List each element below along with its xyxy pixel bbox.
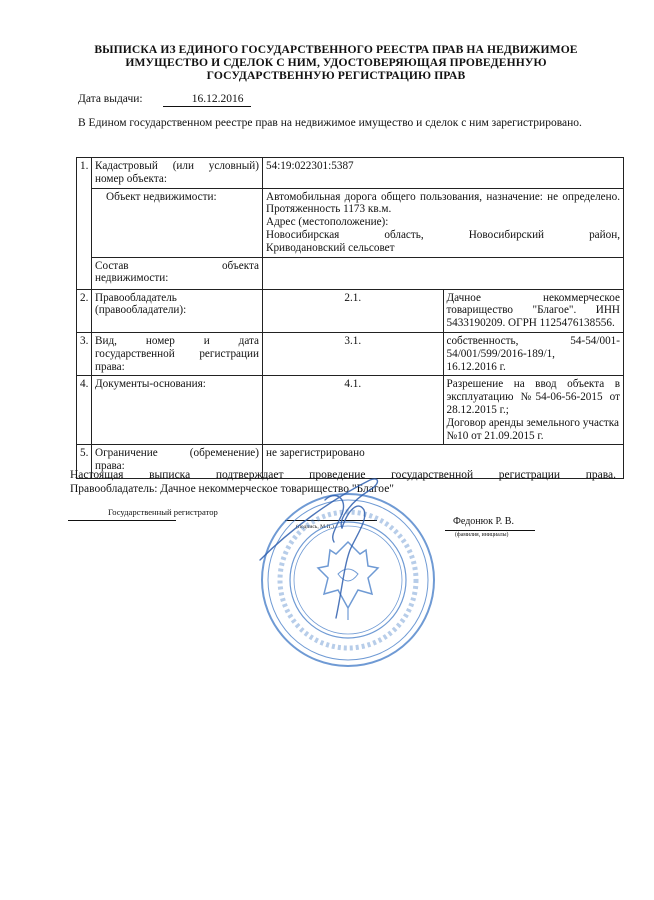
address-label: Адрес (местоположение): xyxy=(266,216,389,229)
table-row xyxy=(77,332,624,375)
name-hint: (фамилия, инициалы) xyxy=(455,532,509,538)
object-label: Объект недвижимости: xyxy=(92,188,263,257)
confirmation-line: Настоящая выписка подтверждает проведение государственной регистрации права. xyxy=(70,469,616,481)
row-number: 4. xyxy=(77,376,92,445)
table-row xyxy=(77,376,624,445)
row-number: 5. xyxy=(77,445,92,479)
object-value xyxy=(263,188,624,257)
composition-label-line: недвижимости: xyxy=(95,272,169,285)
right-value-line: 16.12.2016 г. xyxy=(446,360,506,373)
cadastral-label: Кадастровый (или условный) номер объекта: xyxy=(92,158,263,189)
right-label xyxy=(92,332,263,375)
issue-date-value: 16.12.2016 xyxy=(163,93,251,107)
sub-number: 2.1. xyxy=(263,289,444,332)
docs-label: Документы-основания: xyxy=(92,376,263,445)
restriction-label-line: права: xyxy=(95,460,125,473)
row-number: 3. xyxy=(77,332,92,375)
right-label-line: права: xyxy=(95,360,125,373)
composition-label xyxy=(92,257,263,289)
issue-date-row xyxy=(78,93,251,107)
restriction-value: не зарегистрировано xyxy=(263,445,624,479)
object-description: Автомобильная дорога общего пользования, назначение: не определено. Протяженность 1173 кв.м. xyxy=(266,190,620,216)
sub-number: 4.1. xyxy=(263,376,444,445)
address-line: Криводановский сельсовет xyxy=(266,241,395,254)
right-value-line: собственность, 54-54/001-54/001/599/2016-189/1, xyxy=(446,334,620,360)
intro-paragraph: В Едином государственном реестре прав на недвижимое имущество и сделок с ним зарегистрировано. xyxy=(78,117,582,129)
docs-line: Разрешение на ввод объекта в эксплуатацию №54-06-56-2015 от 28.12.2015 г.; xyxy=(446,378,620,416)
sub-number: 3.1. xyxy=(263,332,444,375)
confirmation-line: Правообладатель: Дачное некоммерческое товарищество "Благое" xyxy=(70,483,394,495)
right-value xyxy=(443,332,624,375)
row-number: 1. xyxy=(77,158,92,290)
cadastral-value: 54:19:022301:5387 xyxy=(263,158,624,189)
docs-line: Договор аренды земельного участка №10 от 21.09.2015 г. xyxy=(446,416,620,442)
document-title: ВЫПИСКА ИЗ ЕДИНОГО ГОСУДАРСТВЕННОГО РЕЕСТРА ПРАВ НА НЕДВИЖИМОЕ ИМУЩЕСТВО И СДЕЛОК С НИМ, УДОСТОВЕРЯЮЩАЯ ПРОВЕДЕННУЮ ГОСУДАРСТВЕННУЮ РЕГИСТРАЦИЮ ПРАВ xyxy=(94,43,578,82)
table-row xyxy=(77,289,624,332)
row-number: 2. xyxy=(77,289,92,332)
handwritten-signature xyxy=(230,440,440,640)
registry-table xyxy=(76,157,624,479)
composition-label-line: Состав объекта xyxy=(95,259,259,272)
registrar-name: Федонюк Р. В. xyxy=(453,516,514,527)
right-label-line: государственной регистрации xyxy=(95,347,259,360)
issue-date-label: Дата выдачи: xyxy=(78,93,143,105)
registrar-role-line xyxy=(68,520,176,521)
right-label-line: Вид, номер и дата xyxy=(95,334,259,347)
name-line xyxy=(445,530,535,531)
composition-value xyxy=(263,257,624,289)
table-row xyxy=(77,158,624,189)
holder-value: Дачное некоммерческое товарищество "Благое". ИНН 5433190209. ОГРН 1125476138556. xyxy=(443,289,624,332)
table-row xyxy=(77,188,624,257)
registrar-role: Государственный регистратор xyxy=(108,507,218,517)
docs-value xyxy=(443,376,624,445)
holder-label: Правообладатель (правообладатели): xyxy=(92,289,263,332)
restriction-label-line: Ограничение (обременение) xyxy=(95,447,259,460)
address-line: Новосибирская область, Новосибирский район, xyxy=(266,228,620,241)
signature-hint: (подпись, М.П.) xyxy=(296,524,334,530)
table-row xyxy=(77,257,624,289)
